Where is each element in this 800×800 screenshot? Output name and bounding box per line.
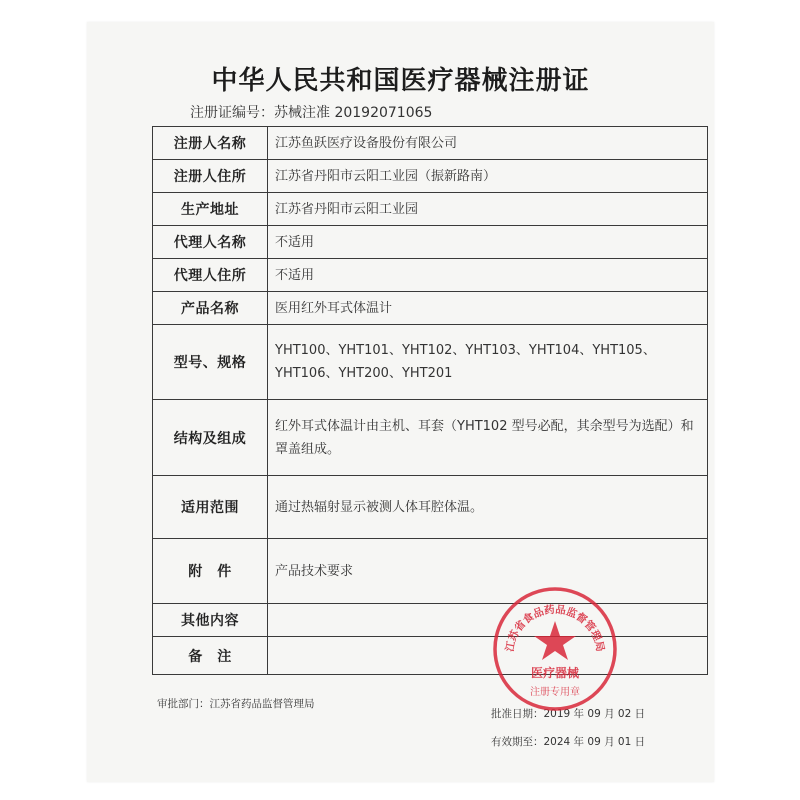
table-row xyxy=(153,637,708,675)
row-value: 产品技术要求 xyxy=(268,539,708,604)
table-row xyxy=(153,292,708,325)
row-label: 产品名称 xyxy=(153,292,268,325)
row-label: 生产地址 xyxy=(153,193,268,226)
seal-center-text: 医疗器械 xyxy=(530,666,580,680)
row-value: 江苏省丹阳市云阳工业园 xyxy=(268,193,708,226)
table-row xyxy=(153,539,708,604)
table-row xyxy=(153,259,708,292)
row-label: 注册人住所 xyxy=(153,160,268,193)
registration-number: 注册证编号：苏械注准 20192071065 xyxy=(190,105,433,121)
row-value: 江苏鱼跃医疗设备股份有限公司 xyxy=(268,127,708,160)
row-label: 注册人名称 xyxy=(153,127,268,160)
expiry-date: 有效期至：2024 年 09 月 01 日 xyxy=(491,736,646,748)
row-value xyxy=(268,637,708,675)
approval-authority: 审批部门：江苏省药品监督管理局 xyxy=(157,698,315,710)
seal-outer-text: 江苏省食品药品监督管理局 xyxy=(503,603,607,653)
official-seal-icon xyxy=(491,585,619,713)
row-label: 结构及组成 xyxy=(153,400,268,476)
row-value: YHT100、YHT101、YHT102、YHT103、YHT104、YHT105、YHT106、YHT200、YHT201 xyxy=(268,325,708,400)
row-value: 红外耳式体温计由主机、耳套（YHT102 型号必配，其余型号为选配）和罩盖组成。 xyxy=(268,400,708,476)
certificate-page xyxy=(87,22,714,782)
table-row xyxy=(153,604,708,637)
row-label: 其他内容 xyxy=(153,604,268,637)
row-value: 通过热辐射显示被测人体耳腔体温。 xyxy=(268,476,708,539)
row-label: 附 件 xyxy=(153,539,268,604)
row-value: 不适用 xyxy=(268,226,708,259)
table-row xyxy=(153,127,708,160)
row-label: 代理人名称 xyxy=(153,226,268,259)
approval-date: 批准日期：2019 年 09 月 02 日 xyxy=(491,708,646,720)
certificate-title: 中华人民共和国医疗器械注册证 xyxy=(211,66,590,96)
table-row xyxy=(153,193,708,226)
row-label: 代理人住所 xyxy=(153,259,268,292)
table-row xyxy=(153,325,708,400)
row-value: 不适用 xyxy=(268,259,708,292)
row-value: 江苏省丹阳市云阳工业园（振新路南） xyxy=(268,160,708,193)
table-row xyxy=(153,226,708,259)
row-label: 型号、规格 xyxy=(153,325,268,400)
row-value: 医用红外耳式体温计 xyxy=(268,292,708,325)
table-row xyxy=(153,160,708,193)
row-value xyxy=(268,604,708,637)
certificate-table xyxy=(152,126,708,675)
table-row xyxy=(153,400,708,476)
seal-bottom-text: 注册专用章 xyxy=(530,687,580,698)
row-label: 备 注 xyxy=(153,637,268,675)
row-label: 适用范围 xyxy=(153,476,268,539)
table-row xyxy=(153,476,708,539)
